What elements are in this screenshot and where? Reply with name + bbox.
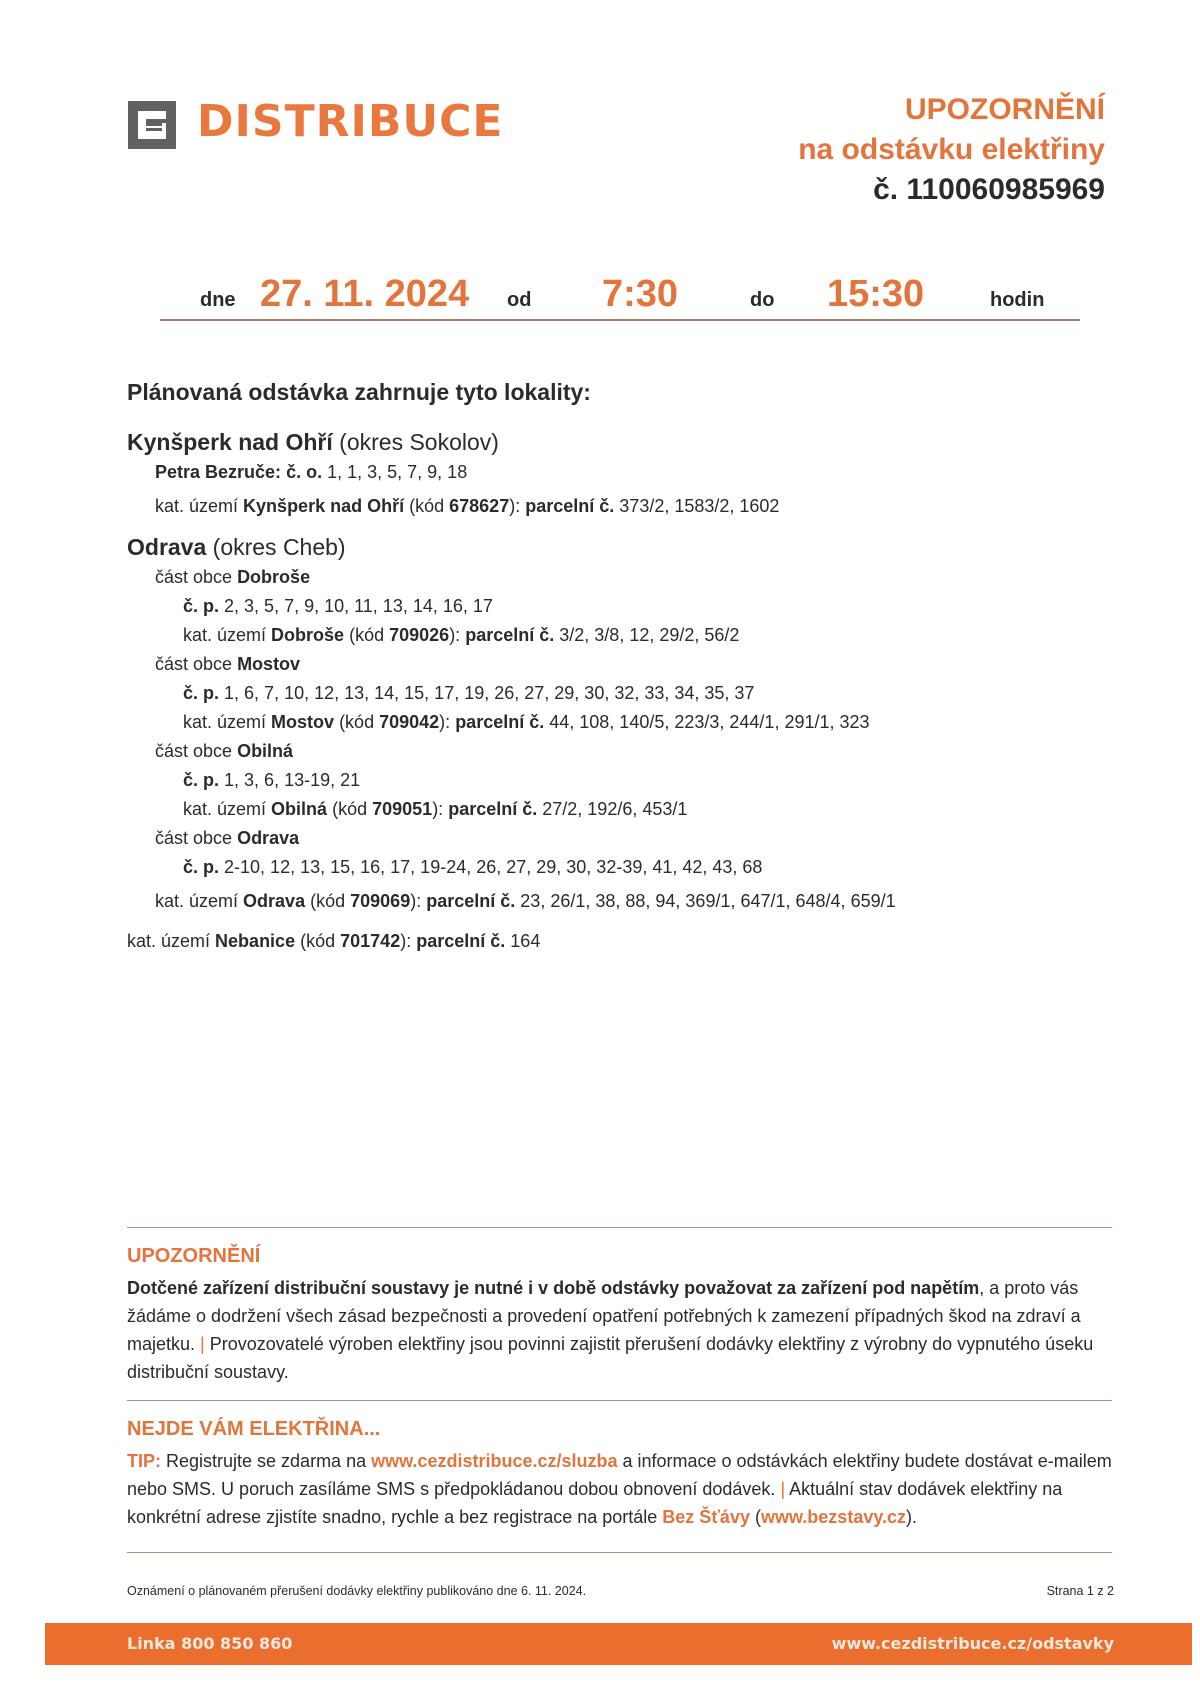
notice-heading <box>798 90 1105 210</box>
part-label: část obce <box>155 654 233 674</box>
brand-name: DISTRIBUCE <box>197 96 504 147</box>
part-name: Odrava <box>237 828 300 848</box>
cp-row <box>127 592 1127 620</box>
separator: | <box>780 1479 786 1499</box>
warning-bold-text: Dotčené zařízení distribuční soustavy je nutné i v době odstávky považovat za zařízení pod napětím <box>127 1278 980 1298</box>
tip-text-4: ( <box>749 1507 761 1527</box>
date-divider <box>160 319 1080 321</box>
kod-close: ): <box>449 625 461 645</box>
kod-close: ): <box>439 712 451 732</box>
kod-label: (kód <box>300 931 336 951</box>
kod-value: 709042 <box>379 712 440 732</box>
district: (okres Cheb) <box>212 534 346 560</box>
cadastral-row-nebanice <box>127 927 1127 955</box>
localities-section <box>127 378 1127 955</box>
notice-title: UPOZORNĚNÍ <box>904 93 1105 126</box>
divider <box>127 1227 1112 1228</box>
kod-label: (kód <box>332 799 368 819</box>
cez-logo-icon <box>128 101 176 149</box>
outage-schedule <box>160 270 1080 320</box>
warning-text <box>127 1274 1117 1386</box>
parcel-label: parcelní č. <box>525 496 615 516</box>
tip-text-3: Aktuální stav dodávek elektřiny na konkrétní adrese zjistíte snadno, rychle a bez registrace na portále <box>127 1479 1063 1527</box>
co-label: č. o. <box>286 462 323 482</box>
kod-value: 709069 <box>350 891 411 911</box>
town-name: Odrava <box>127 534 207 560</box>
hotline: Linka 800 850 860 <box>127 1634 293 1653</box>
cadastral-row <box>127 492 1127 520</box>
street-row <box>127 458 1127 486</box>
kat-name: Kynšperk nad Ohří <box>243 496 405 516</box>
cadastral-row <box>127 708 1127 736</box>
kod-value: 709026 <box>389 625 450 645</box>
cp-label: č. p. <box>183 683 220 703</box>
cp-row <box>127 853 1127 881</box>
kat-label: kat. území <box>183 799 267 819</box>
tip-text-5: ). <box>906 1507 918 1527</box>
warning-text-2: Provozovatelé výroben elektřiny jsou povinni zajistit přerušení dodávky elektřiny z výrobny do vypnutého úseku distribuční soustavy. <box>127 1334 1094 1382</box>
parcel-label: parcelní č. <box>448 799 538 819</box>
parcel-values: 44, 108, 140/5, 223/3, 244/1, 291/1, 323 <box>549 712 870 732</box>
notice-subtitle: na odstávku elektřiny <box>798 133 1105 166</box>
kat-label: kat. území <box>155 891 239 911</box>
footer-bar <box>45 1623 1192 1665</box>
divider <box>127 1400 1112 1401</box>
kat-name: Obilná <box>271 799 328 819</box>
kat-name: Nebanice <box>215 931 296 951</box>
registration-link[interactable]: www.cezdistribuce.cz/sluzba <box>371 1451 618 1471</box>
kod-label: (kód <box>310 891 346 911</box>
page-number: Strana 1 z 2 <box>1046 1584 1114 1598</box>
published-note: Oznámení o plánovaném přerušení dodávky elektřiny publikováno dne 6. 11. 2024. <box>127 1584 587 1598</box>
parcel-values: 164 <box>510 931 541 951</box>
tip-text-1: Registrujte se zdarma na <box>161 1451 372 1471</box>
tip-section <box>127 1415 1117 1531</box>
kod-value: 709051 <box>372 799 433 819</box>
tip-text-2: a informace o odstávkách elektřiny budete dostávat e-mailem nebo SMS. U poruch zasíláme SMS s předpokládanou dobou obnovení dodávek. <box>127 1451 1112 1499</box>
warning-title: UPOZORNĚNÍ <box>127 1245 261 1267</box>
cadastral-row <box>127 621 1127 649</box>
kat-name: Mostov <box>271 712 335 732</box>
kat-label: kat. území <box>183 625 267 645</box>
cp-values: 1, 6, 7, 10, 12, 13, 14, 15, 17, 19, 26, 27, 29, 30, 32, 33, 34, 35, 37 <box>224 683 755 703</box>
kod-close: ): <box>410 891 422 911</box>
kat-label: kat. území <box>155 496 239 516</box>
co-values: 1, 1, 3, 5, 7, 9, 18 <box>327 462 468 482</box>
street-name: Petra Bezruče: <box>155 462 282 482</box>
warning-text-1: , a proto vás žádáme o dodržení všech zásad bezpečnosti a provedení opatření potřebných k zamezení případných škod na zdraví a majetku. <box>127 1278 1081 1354</box>
parcel-values: 23, 26/1, 38, 88, 94, 369/1, 647/1, 648/4, 659/1 <box>520 891 896 911</box>
tip-text <box>127 1447 1117 1531</box>
parcel-label: parcelní č. <box>455 712 545 732</box>
part-label: část obce <box>155 828 233 848</box>
part-name: Mostov <box>237 654 301 674</box>
cadastral-row <box>127 795 1127 823</box>
date-label: dne <box>200 289 236 311</box>
from-label: od <box>507 289 532 311</box>
part-dobrose <box>127 563 1127 591</box>
cp-values: 2-10, 12, 13, 15, 16, 17, 19-24, 26, 27, 29, 30, 32-39, 41, 42, 43, 68 <box>224 857 763 877</box>
kat-name: Dobroše <box>271 625 345 645</box>
town-kynsperk <box>127 428 1127 456</box>
cp-label: č. p. <box>183 857 220 877</box>
portal-name[interactable]: Bez Šťávy <box>662 1507 750 1527</box>
outage-date: 27. 11. 2024 <box>260 273 470 315</box>
hours-label: hodin <box>990 289 1045 311</box>
cp-values: 1, 3, 6, 13-19, 21 <box>224 770 361 790</box>
cadastral-row <box>127 887 1127 915</box>
kod-close: ): <box>509 496 521 516</box>
part-label: část obce <box>155 567 233 587</box>
kat-label: kat. území <box>183 712 267 732</box>
end-time: 15:30 <box>827 273 925 315</box>
district: (okres Sokolov) <box>339 429 499 455</box>
kat-label: kat. území <box>127 931 211 951</box>
cp-label: č. p. <box>183 596 220 616</box>
kod-close: ): <box>400 931 412 951</box>
cp-row <box>127 679 1127 707</box>
part-name: Dobroše <box>237 567 311 587</box>
divider <box>127 1552 1112 1553</box>
town-name: Kynšperk nad Ohří <box>127 429 333 455</box>
outages-website-link[interactable]: www.cezdistribuce.cz/odstavky <box>831 1634 1114 1653</box>
to-label: do <box>750 289 775 311</box>
parcel-values: 27/2, 192/6, 453/1 <box>542 799 688 819</box>
parcel-values: 3/2, 3/8, 12, 29/2, 56/2 <box>559 625 740 645</box>
start-time: 7:30 <box>602 273 679 315</box>
parcel-label: parcelní č. <box>426 891 516 911</box>
part-mostov <box>127 650 1127 678</box>
kod-close: ): <box>432 799 444 819</box>
parcel-label: parcelní č. <box>416 931 506 951</box>
part-name: Obilná <box>237 741 294 761</box>
kat-name: Odrava <box>243 891 306 911</box>
cp-label: č. p. <box>183 770 220 790</box>
localities-heading: Plánovaná odstávka zahrnuje tyto lokality: <box>127 379 591 405</box>
parcel-label: parcelní č. <box>465 625 555 645</box>
tip-label: TIP: <box>127 1451 161 1471</box>
separator: | <box>200 1334 205 1354</box>
part-obilna <box>127 737 1127 765</box>
kod-label: (kód <box>409 496 445 516</box>
kod-label: (kód <box>339 712 375 732</box>
parcel-values: 373/2, 1583/2, 1602 <box>619 496 780 516</box>
notice-number: č. 110060985969 <box>873 173 1105 206</box>
tip-title: NEJDE VÁM ELEKTŘINA... <box>127 1418 381 1440</box>
kod-value: 678627 <box>449 496 510 516</box>
bezstavy-link[interactable]: www.bezstavy.cz <box>760 1507 907 1527</box>
part-odrava <box>127 824 1127 852</box>
cp-values: 2, 3, 5, 7, 9, 10, 11, 13, 14, 16, 17 <box>224 596 493 616</box>
cp-row <box>127 766 1127 794</box>
warning-section <box>127 1242 1117 1386</box>
kod-label: (kód <box>349 625 385 645</box>
part-label: část obce <box>155 741 233 761</box>
kod-value: 701742 <box>340 931 401 951</box>
town-odrava <box>127 533 1127 561</box>
